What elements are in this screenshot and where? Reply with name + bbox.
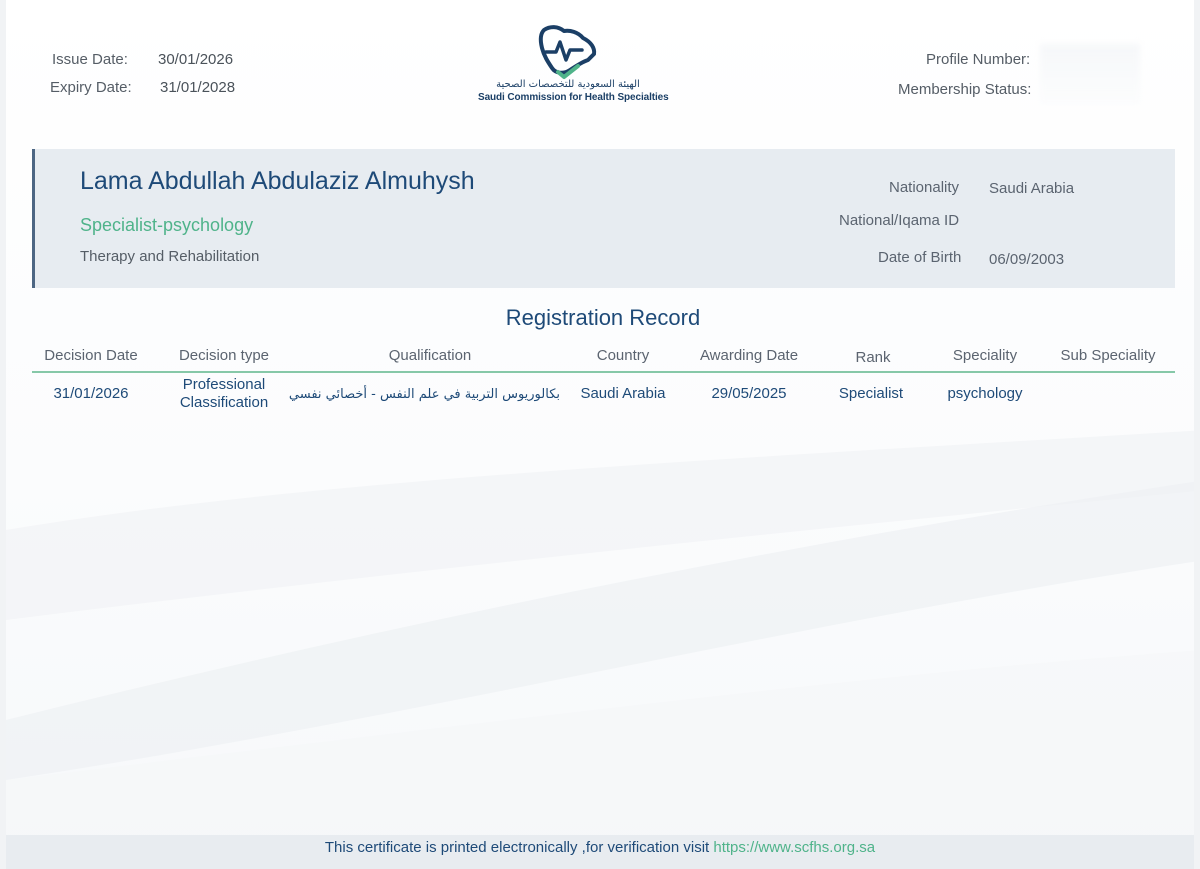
- page-left-edge: [0, 0, 6, 869]
- profile-panel: [32, 149, 1175, 288]
- col-decision-date: Decision Date: [44, 347, 138, 364]
- logo-english-name: Saudi Commission for Health Specialties: [478, 92, 669, 103]
- row-qualification: بكالوريوس التربية في علم النفس - أخصائي نفسي: [288, 387, 560, 402]
- practitioner-title: Specialist-psychology: [80, 215, 254, 235]
- col-country: Country: [596, 347, 650, 364]
- practitioner-category: Therapy and Rehabilitation: [80, 248, 260, 265]
- issue-date-value: 30/01/2026: [158, 51, 234, 68]
- row-country: Saudi Arabia: [580, 385, 666, 402]
- row-decision-type-line1: Professional: [182, 376, 266, 393]
- col-sub-speciality: Sub Speciality: [1060, 347, 1156, 364]
- registration-record-title: [0, 305, 1200, 331]
- row-decision-type-line2: Classification: [179, 394, 269, 411]
- row-decision-date: 31/01/2026: [53, 385, 129, 402]
- registration-table-header: [32, 345, 1175, 373]
- redacted-area: [1040, 44, 1140, 104]
- dob-value: 06/09/2003: [989, 251, 1065, 268]
- page-right-edge: [1194, 0, 1200, 869]
- nationality-label: Nationality: [889, 179, 960, 196]
- membership-status-label: Membership Status:: [898, 81, 1032, 98]
- row-speciality: psychology: [947, 385, 1023, 402]
- dob-label: Date of Birth: [878, 249, 962, 266]
- col-speciality: Speciality: [952, 347, 1018, 364]
- practitioner-name: Lama Abdullah Abdulaziz Almuhysh: [80, 167, 475, 195]
- background-swoosh-decoration: [6, 420, 1194, 840]
- logo-arabic-name: الهيئة السعودية للتخصصات الصحية: [496, 79, 640, 90]
- profile-number-label: Profile Number:: [926, 51, 1031, 68]
- registration-record-title-text: Registration Record: [505, 305, 701, 330]
- col-decision-type: Decision type: [178, 347, 270, 364]
- col-qualification: Qualification: [388, 347, 472, 364]
- issue-date-label: Issue Date:: [52, 51, 128, 68]
- col-rank: Rank: [855, 349, 891, 366]
- national-id-label: National/Iqama ID: [839, 212, 960, 229]
- row-rank: Specialist: [838, 385, 904, 402]
- footer-text: This certificate is printed electronically ,for verification visit: [324, 839, 710, 856]
- row-awarding-date: 29/05/2025: [711, 385, 787, 402]
- nationality-value: Saudi Arabia: [989, 180, 1075, 197]
- certificate-frame: [6, 0, 1194, 869]
- scfhs-map-icon: [478, 22, 658, 80]
- verification-footer: [6, 835, 1194, 869]
- expiry-date-value: 31/01/2028: [160, 79, 236, 96]
- verification-link[interactable]: https://www.scfhs.org.sa: [713, 839, 876, 856]
- expiry-date-label: Expiry Date:: [50, 79, 132, 96]
- scfhs-logo: [478, 22, 669, 112]
- col-awarding-date: Awarding Date: [699, 347, 799, 364]
